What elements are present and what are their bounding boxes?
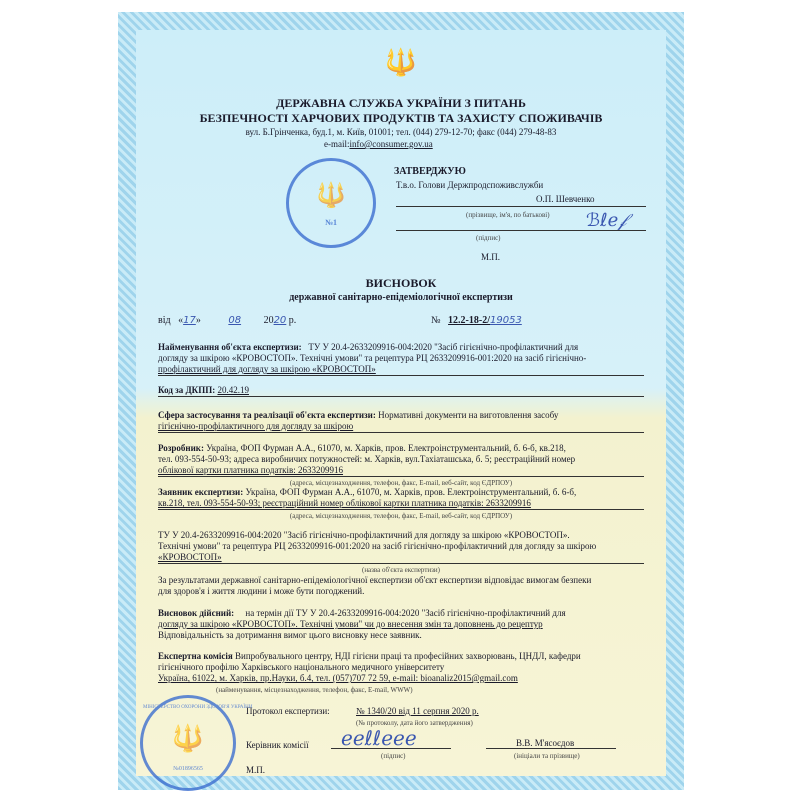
date-line: від «17» 08 2020 р. xyxy=(158,315,297,326)
applicant-line-2: кв.218, тел. 093-554-50-93; реєстраційний номер облікової картки платника податків: 2633209916 xyxy=(158,498,531,508)
applicant-label: Заявник експертизи: xyxy=(158,487,244,497)
applicant-line-1 xyxy=(158,487,576,498)
date-day: 17 xyxy=(183,315,196,326)
scope-line-2: гігієнічно-профілактичного для догляду за шкірою xyxy=(158,421,354,431)
number-printed: 12.2-18-2/ xyxy=(448,315,490,326)
approval-title: ЗАТВЕРДЖУЮ xyxy=(394,166,466,177)
document-number xyxy=(431,315,542,326)
signature-2: ℯℯℓℓℯℯℯ xyxy=(341,726,417,750)
developer-line-3: облікової картки платника податків: 2633209916 xyxy=(158,465,344,475)
coat-of-arms-icon: 🔱 xyxy=(384,48,418,77)
valid-line-1 xyxy=(158,608,566,619)
agency-title-2: БЕЗПЕЧНОСТІ ХАРЧОВИХ ПРОДУКТІВ ТА ЗАХИСТУ СПОЖИВАЧІВ xyxy=(199,111,603,125)
round-stamp-2 xyxy=(140,695,253,791)
valid-label: Висновок дійсний: xyxy=(158,608,235,618)
commission-label: Експертна комісія xyxy=(158,651,233,661)
developer-text: Україна, ФОП Фурман А.А., 61070, м. Харків, пров. Електроінструментальний, б. 6-б, кв.218, xyxy=(206,443,566,453)
date-prefix: від xyxy=(158,315,171,326)
name-line-3: «КРОВОСТОП» xyxy=(158,552,222,562)
mp-label: М.П. xyxy=(481,252,501,262)
date-year-prefix: 20 xyxy=(263,315,274,326)
document-title: ВИСНОВОК xyxy=(365,276,437,290)
dkpp-value: 20.42.19 xyxy=(217,385,249,395)
stamp-text: МІНІСТЕРСТВО ОХОРОНИ ЗДОРОВ'Я УКРАЇНИ xyxy=(143,705,253,710)
date-year-unit: р. xyxy=(288,315,297,326)
developer-caption: (адреса, місцезнаходження, телефон, факс, E-mail, веб-сайт, код ЄДРПОУ) xyxy=(289,479,513,487)
round-stamp-1 xyxy=(286,158,376,248)
commission-line-2: гігієнічного профілю Харківського національного медичного університету xyxy=(158,662,445,672)
head-name-caption: (ініціали та прізвище) xyxy=(514,752,580,760)
agency-email xyxy=(324,139,433,150)
name-caption: (назва об'єкта експертизи) xyxy=(361,566,440,574)
protocol-label: Протокол експертизи: xyxy=(246,706,330,716)
applicant-caption: (адреса, місцезнаходження, телефон, факс, E-mail, веб-сайт, код ЄДРПОУ) xyxy=(289,512,513,520)
scope-line-1 xyxy=(158,410,558,421)
signature-1: ℬℓℯ𝒻 xyxy=(586,210,627,231)
document-body xyxy=(136,30,666,776)
commission-line-3: Україна, 61022, м. Харків, пр.Науки, б.4, тел. (057)707 72 59, e-mail: bioanaliz2015@gmail.com xyxy=(158,673,518,683)
commission-caption: (найменування, місцезнаходження, телефон, факс, E-mail, WWW) xyxy=(216,686,413,694)
trident-icon: 🔱 xyxy=(316,183,346,209)
dkpp-label: Код за ДКПП: xyxy=(158,385,216,395)
scope-text: Нормативні документи на виготовлення засобу xyxy=(378,410,559,420)
approval-position: Т.в.о. Голови Держпродспоживслужби xyxy=(396,180,544,190)
valid-line-3: Відповідальність за дотримання вимог цього висновку несе заявник. xyxy=(158,630,422,640)
result-line-2: для здоров'я і життя людини і може бути погоджений. xyxy=(158,586,365,596)
number-label: № xyxy=(431,315,441,326)
agency-title-1: ДЕРЖАВНА СЛУЖБА УКРАЇНИ З ПИТАНЬ xyxy=(276,96,526,110)
email-link[interactable]: info@consumer.gov.ua xyxy=(349,139,433,149)
head-sign-caption: (підпис) xyxy=(381,752,406,760)
approval-name: О.П. Шевченко xyxy=(536,194,595,204)
date-month: 08 xyxy=(228,315,242,326)
sign-caption: (підпис) xyxy=(476,234,501,242)
commission-text: Випробувального центру, НДІ гігієни праці та професійних захворювань, ЦНДЛ, кафедри xyxy=(235,651,581,661)
date-year-suffix: 20 xyxy=(273,315,287,326)
name-line-1: ТУ У 20.4-2633209916-004:2020 "Засіб гігієнічно-профілактичний для догляду за шкірою «КРОВОСТОП». xyxy=(158,530,570,540)
object-line-2: догляду за шкірою «КРОВОСТОП». Технічні умови" та рецептура РЦ 2633209916-001:2020 на засіб гігієнічно- xyxy=(158,353,587,363)
object-line-3: профілактичний для догляду за шкірою «КРОВОСТОП» xyxy=(158,364,376,374)
result-line-1: За результатами державної санітарно-епідеміологічної експертизи об'єкт експертизи відповідає вимогам безпеки xyxy=(158,575,592,585)
developer-line-2: тел. 093-554-50-93; адреса виробничих потужностей: м. Харків, вул.Тахіаташська, б. 5; реєстраційний номер xyxy=(158,454,576,464)
agency-address: вул. Б.Грінченка, буд.1, м. Київ, 01001; тел. (044) 279-12-70; факс (044) 279-48-83 xyxy=(245,127,557,137)
dkpp-line xyxy=(158,385,249,396)
developer-line-1 xyxy=(158,443,566,454)
stamp-number: №1 xyxy=(324,218,338,227)
developer-label: Розробник: xyxy=(158,443,204,453)
mp-label-2: М.П. xyxy=(246,765,266,775)
protocol-value: № 1340/20 від 11 серпня 2020 р. xyxy=(356,706,479,716)
stamp-number: №01896565 xyxy=(173,766,203,772)
scope-label: Сфера застосування та реалізації об'єкта експертизи: xyxy=(158,410,376,420)
certificate-document xyxy=(118,12,684,790)
applicant-text: Україна, ФОП Фурман А.А., 61070, м. Харків, пров. Електроінструментальний, б. 6-б, xyxy=(245,487,577,497)
number-handwritten: 19053 xyxy=(490,315,522,326)
object-text: ТУ У 20.4-2633209916-004:2020 "Засіб гігієнічно-профілактичний для xyxy=(308,342,579,352)
valid-line-2: догляду за шкірою «КРОВОСТОП». Технічні умови" чи до внесення змін та доповнень до рецептур xyxy=(158,619,543,629)
name-line-2: Технічні умови" та рецептура РЦ 2633209916-001:2020 на засіб гігієнічно-профілактичний для догляду за шкірою xyxy=(158,541,597,551)
head-name: В.В. М'ясоєдов xyxy=(516,738,575,748)
email-label: e-mail: xyxy=(324,139,350,149)
trident-icon: 🔱 xyxy=(171,724,205,753)
object-label: Найменування об'єкта експертизи: xyxy=(158,342,302,352)
commission-line-1 xyxy=(158,651,581,662)
valid-text: на термін дії ТУ У 20.4-2633209916-004:2020 "Засіб гігієнічно-профілактичний для xyxy=(245,608,566,618)
protocol-caption: (№ протоколу, дата його затвердження) xyxy=(356,719,473,727)
name-caption: (прізвище, ім'я, по батькові) xyxy=(466,211,550,219)
head-label: Керівник комісії xyxy=(246,740,309,750)
object-line-1 xyxy=(158,342,578,353)
document-subtitle: державної санітарно-епідеміологічної експертизи xyxy=(289,292,513,303)
